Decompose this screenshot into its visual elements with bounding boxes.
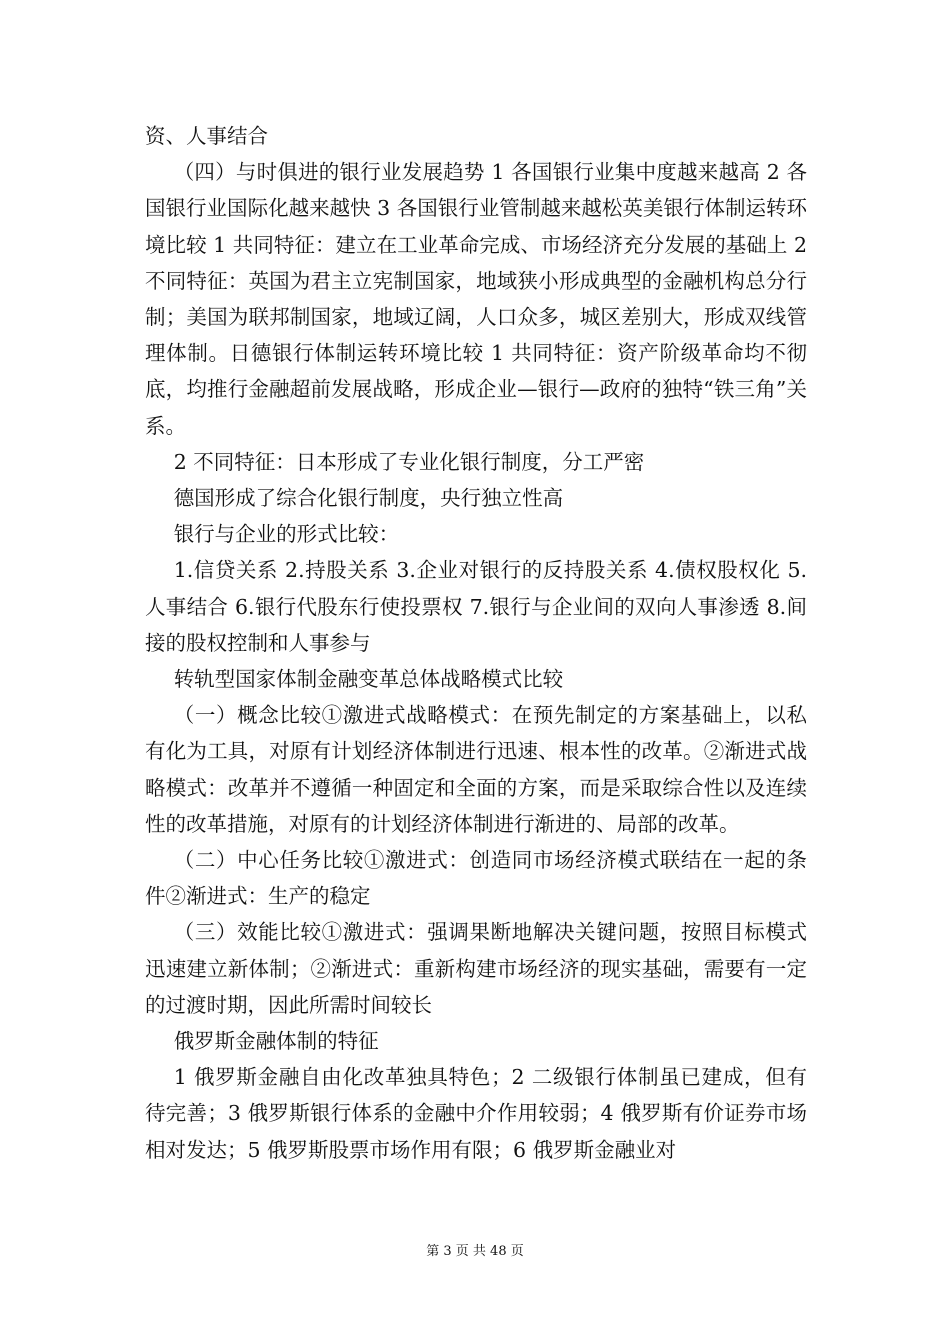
paragraph-11: 俄罗斯金融体制的特征 (173, 1029, 379, 1054)
paragraph-10: （三）效能比较①激进式：强调果断地解决关键问题，按照目标模式迅速建立新体制；②渐进式：重新构建市场经济的现实基础，需要有一定的过渡时期，因此所需时间较长 (145, 920, 807, 1017)
paragraph-3: 2 不同特征：日本形成了专业化银行制度，分工严密 (173, 449, 645, 474)
paragraph-9: （二）中心任务比较①激进式：创造同市场经济模式联结在一起的条件②渐进式：生产的稳定 (145, 848, 807, 909)
paragraph-8: （一）概念比较①激进式战略模式：在预先制定的方案基础上，以私有化为工具，对原有计划经济体制进行迅速、根本性的改革。②渐进式战略模式：改革并不遵循一种固定和全面的方案，而是采取综合性以及连续性的改革措施，对原有的计划经济体制进行渐进的、局部的改革。 (145, 703, 807, 836)
page-number-footer: 第 3 页 共 48 页 (426, 1244, 524, 1259)
paragraph-12: 1 俄罗斯金融自由化改革独具特色；2 二级银行体制虽已建成，但有待完善；3 俄罗斯银行体系的金融中介作用较弱；4 俄罗斯有价证券市场相对发达；5 俄罗斯股票市场作用有限；6 俄罗斯金融业对 (145, 1065, 807, 1162)
document-body (145, 118, 807, 1168)
paragraph-5: 银行与企业的形式比较： (173, 522, 400, 547)
paragraph-4: 德国形成了综合化银行制度，央行独立性高 (173, 486, 564, 511)
paragraph-1: 资、人事结合 (145, 124, 268, 148)
paragraph-6: 1.信贷关系 2.持股关系 3.企业对银行的反持股关系 4.债权股权化 5.人事结合 6.银行代股东行使投票权 7.银行与企业间的双向人事渗透 8.间接的股权控制和人事参与 (145, 558, 807, 655)
paragraph-2: （四）与时俱进的银行业发展趋势 1 各国银行业集中度越来越高 2 各国银行业国际化越来越快 3 各国银行业管制越来越松英美银行体制运转环境比较 1 共同特征：建立在工业革命完成、市场经济充分发展的基础上 2 不同特征：英国为君主立宪制国家，地域狭小形成典型的金融机构总分行制；美国为联邦制国家，地域辽阔，人口众多，城区差别大，形成双线管理体制。日德银行体制运转环境比较 1 共同特征：资产阶级革命均不彻底，均推行金融超前发展战略，形成企业—银行—政府的独特“铁三角”关系。 (145, 160, 807, 438)
paragraph-7: 转轨型国家体制金融变革总体战略模式比较 (173, 667, 564, 692)
